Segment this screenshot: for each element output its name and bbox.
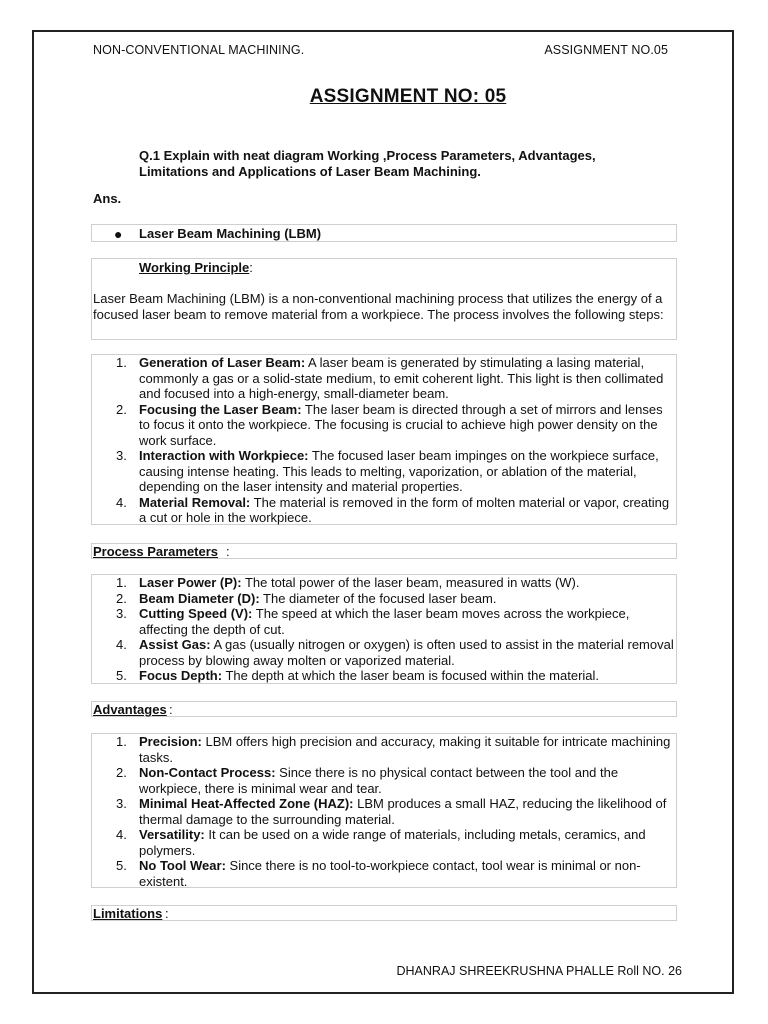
list-item: 5. No Tool Wear: Since there is no tool-to-workpiece contact, tool wear is minimal or non-existent. xyxy=(116,858,641,889)
header-assignment: ASSIGNMENT NO.05 xyxy=(544,43,668,57)
list-item: 1. Precision: LBM offers high precision and accuracy, making it suitable for intricate machining tasks. xyxy=(116,734,671,765)
limitations-heading: Limitations : xyxy=(91,905,677,921)
working-principle-paragraph: Laser Beam Machining (LBM) is a non-conventional machining process that utilizes the energy of a focused laser beam to remove material from a workpiece. The process involves the following steps: xyxy=(93,291,664,322)
list-item: 2. Focusing the Laser Beam: The laser beam is directed through a set of mirrors and lenses to focus it onto the workpiece. The focusing is crucial to achieve high power density on the work surface. xyxy=(116,401,663,448)
list-item: 4. Material Removal: The material is removed in the form of molten material or vapor, creating a cut or hole in the workpiece. xyxy=(116,494,670,525)
question-text: Q.1 Explain with neat diagram Working ,Process Parameters, Advantages, Limitations and Applications of Laser Beam Machining. xyxy=(139,148,596,179)
list-item: 2. Beam Diameter (D): The diameter of the focused laser beam. xyxy=(116,590,497,606)
working-principle-section xyxy=(91,258,677,340)
working-steps-list xyxy=(91,354,677,525)
page-title: ASSIGNMENT NO: 05 xyxy=(309,86,507,107)
advantages-heading: Advantages : xyxy=(91,701,677,717)
list-item: 2. Non-Contact Process: Since there is no physical contact between the tool and the workpiece, there is minimal wear and tear. xyxy=(116,765,619,796)
list-item: 3. Interaction with Workpiece: The focused laser beam impinges on the workpiece surface, causing intense heating. This leads to melting, vaporization, or ablation of the material, depending on the laser intensity and material properties. xyxy=(116,448,659,494)
list-item: 1. Generation of Laser Beam: A laser beam is generated by stimulating a lasing material, commonly a gas or a solid-state medium, to emit coherent light. This light is then collimated and focused into a high-energy, small-diameter beam. xyxy=(116,355,664,401)
list-item: 3. Cutting Speed (V): The speed at which the laser beam moves across the workpiece, affecting the depth of cut. xyxy=(116,606,630,637)
list-item: 1. Laser Power (P): The total power of the laser beam, measured in watts (W). xyxy=(116,575,580,590)
process-parameters-heading: Process Parameters : xyxy=(91,543,677,559)
list-item: 3. Minimal Heat-Affected Zone (HAZ): LBM produces a small HAZ, reducing the likelihood of thermal damage to the surrounding material. xyxy=(116,796,667,827)
topic-title: Laser Beam Machining (LBM) xyxy=(139,226,322,241)
list-item: 5. Focus Depth: The depth at which the laser beam is focused within the material. xyxy=(116,668,600,683)
topic-bullet xyxy=(91,224,677,242)
bullet-dot-icon: ● xyxy=(114,226,123,242)
advantages-list xyxy=(91,733,677,888)
header-subject: NON-CONVENTIONAL MACHINING. xyxy=(93,43,305,57)
list-item: 4. Versatility: It can be used on a wide range of materials, including metals, ceramics, and polymers. xyxy=(116,827,646,858)
process-parameters-list xyxy=(91,574,677,684)
answer-label: Ans. xyxy=(93,191,122,206)
working-principle-heading: Working Principle: xyxy=(139,260,253,275)
footer-author: DHANRAJ SHREEKRUSHNA PHALLE Roll NO. 26 xyxy=(396,964,682,978)
list-item: 4. Assist Gas: A gas (usually nitrogen or oxygen) is often used to assist in the material removal process by blowing away molten or vaporized material. xyxy=(116,637,674,668)
